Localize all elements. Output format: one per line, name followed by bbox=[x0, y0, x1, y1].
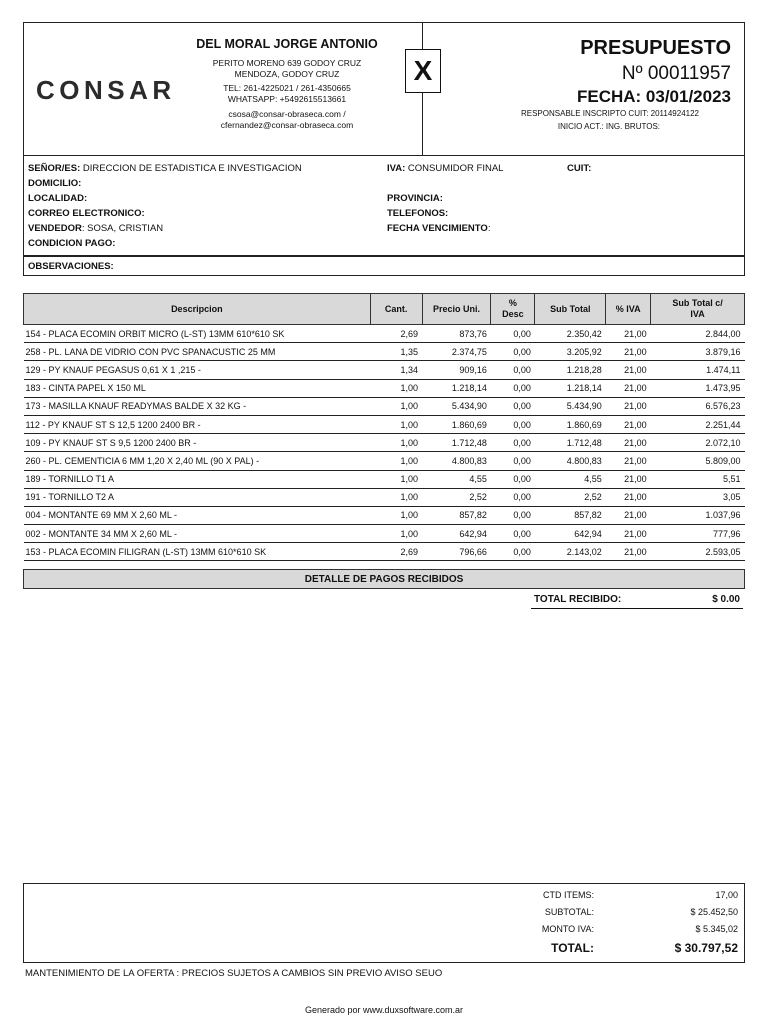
table-row bbox=[24, 452, 745, 470]
item-description-cell: 191 - TORNILLO T2 A bbox=[24, 488, 371, 506]
column-header: % IVA bbox=[606, 294, 651, 325]
item-value-cell: 1,00 bbox=[370, 525, 422, 543]
item-value-cell: 642,94 bbox=[535, 525, 606, 543]
item-value-cell: 21,00 bbox=[606, 379, 651, 397]
item-value-cell: 5.809,00 bbox=[651, 452, 745, 470]
tax-status: RESPONSABLE INSCRIPTO CUIT: 20114924122 bbox=[520, 109, 699, 118]
table-row bbox=[24, 361, 745, 379]
document-number: Nº 00011957 bbox=[621, 63, 731, 84]
items-table bbox=[23, 293, 745, 561]
item-value-cell: 1,35 bbox=[370, 343, 422, 361]
client-seller-field: VENDEDOR: SOSA, CRISTIAN bbox=[28, 223, 164, 234]
column-header: Sub Total c/ IVA bbox=[651, 294, 745, 325]
client-locality-field: LOCALIDAD: bbox=[28, 193, 88, 204]
item-value-cell: 0,00 bbox=[491, 361, 535, 379]
client-payment-condition-field: CONDICION PAGO: bbox=[28, 238, 116, 249]
item-value-cell: 1.473,95 bbox=[651, 379, 745, 397]
item-value-cell: 3.879,16 bbox=[651, 343, 745, 361]
item-value-cell: 0,00 bbox=[491, 452, 535, 470]
item-value-cell: 21,00 bbox=[606, 488, 651, 506]
table-row bbox=[24, 434, 745, 452]
item-value-cell: 21,00 bbox=[606, 543, 651, 561]
item-value-cell: 0,00 bbox=[491, 397, 535, 415]
item-value-cell: 1.860,69 bbox=[535, 415, 606, 433]
table-body bbox=[24, 325, 745, 561]
column-header: Precio Uni. bbox=[422, 294, 491, 325]
item-value-cell: 1.218,28 bbox=[535, 361, 606, 379]
item-value-cell: 21,00 bbox=[606, 434, 651, 452]
iva-amount-label: MONTO IVA: bbox=[541, 924, 594, 934]
generated-by: Generado por www.duxsoftware.com.ar bbox=[304, 1005, 464, 1015]
item-value-cell: 3,05 bbox=[651, 488, 745, 506]
item-value-cell: 1,34 bbox=[370, 361, 422, 379]
item-description-cell: 112 - PY KNAUF ST S 12,5 1200 2400 BR - bbox=[24, 415, 371, 433]
document-header bbox=[23, 22, 745, 156]
item-value-cell: 1,00 bbox=[370, 397, 422, 415]
item-value-cell: 1,00 bbox=[370, 506, 422, 524]
column-header: Descripcion bbox=[24, 294, 371, 325]
item-description-cell: 154 - PLACA ECOMIN ORBIT MICRO (L-ST) 13MM 610*610 SK bbox=[24, 325, 371, 343]
item-value-cell: 1,00 bbox=[370, 452, 422, 470]
item-value-cell: 21,00 bbox=[606, 325, 651, 343]
table-row bbox=[24, 506, 745, 524]
item-value-cell: 873,76 bbox=[422, 325, 491, 343]
item-value-cell: 2,52 bbox=[535, 488, 606, 506]
items-count-value: 17,00 bbox=[715, 890, 738, 900]
item-value-cell: 0,00 bbox=[491, 343, 535, 361]
iva-amount-value: $ 5.345,02 bbox=[695, 924, 738, 934]
item-value-cell: 2.374,75 bbox=[422, 343, 491, 361]
item-value-cell: 0,00 bbox=[491, 434, 535, 452]
item-value-cell: 2.593,05 bbox=[651, 543, 745, 561]
item-value-cell: 1,00 bbox=[370, 415, 422, 433]
subtotal-value: $ 25.452,50 bbox=[690, 907, 738, 917]
item-value-cell: 857,82 bbox=[422, 506, 491, 524]
items-count-label: CTD ITEMS: bbox=[543, 890, 594, 900]
client-iva-field: IVA: CONSUMIDOR FINAL bbox=[387, 163, 504, 174]
item-value-cell: 1,00 bbox=[370, 434, 422, 452]
company-name: DEL MORAL JORGE ANTONIO bbox=[196, 37, 378, 51]
item-value-cell: 2,52 bbox=[422, 488, 491, 506]
item-value-cell: 777,96 bbox=[651, 525, 745, 543]
item-description-cell: 173 - MASILLA KNAUF READYMAS BALDE X 32 KG - bbox=[24, 397, 371, 415]
document-date: FECHA: 03/01/2023 bbox=[576, 87, 731, 106]
company-address: PERITO MORENO 639 GODOY CRUZ bbox=[212, 58, 362, 68]
item-value-cell: 1.474,11 bbox=[651, 361, 745, 379]
item-description-cell: 153 - PLACA ECOMIN FILIGRAN (L-ST) 13MM 610*610 SK bbox=[24, 543, 371, 561]
item-value-cell: 857,82 bbox=[535, 506, 606, 524]
item-value-cell: 21,00 bbox=[606, 506, 651, 524]
item-description-cell: 258 - PL. LANA DE VIDRIO CON PVC SPANACUSTIC 25 MM bbox=[24, 343, 371, 361]
item-description-cell: 189 - TORNILLO T1 A bbox=[24, 470, 371, 488]
table-row bbox=[24, 488, 745, 506]
totals-box bbox=[23, 883, 745, 963]
column-header: Cant. bbox=[370, 294, 422, 325]
item-value-cell: 0,00 bbox=[491, 525, 535, 543]
item-value-cell: 0,00 bbox=[491, 325, 535, 343]
item-value-cell: 21,00 bbox=[606, 343, 651, 361]
client-address-field: DOMICILIO: bbox=[28, 178, 82, 189]
subtotal-label: SUBTOTAL: bbox=[544, 907, 594, 917]
item-value-cell: 2.072,10 bbox=[651, 434, 745, 452]
item-description-cell: 129 - PY KNAUF PEGASUS 0,61 X 1 ,215 - bbox=[24, 361, 371, 379]
column-header: % Desc bbox=[491, 294, 535, 325]
item-value-cell: 5.434,90 bbox=[422, 397, 491, 415]
item-value-cell: 1.860,69 bbox=[422, 415, 491, 433]
item-value-cell: 642,94 bbox=[422, 525, 491, 543]
item-description-cell: 004 - MONTANTE 69 MM X 2,60 ML - bbox=[24, 506, 371, 524]
item-value-cell: 5.434,90 bbox=[535, 397, 606, 415]
payments-header: DETALLE DE PAGOS RECIBIDOS bbox=[23, 569, 745, 589]
item-value-cell: 1.037,96 bbox=[651, 506, 745, 524]
company-email-1: csosa@consar-obraseca.com / bbox=[228, 109, 346, 119]
item-value-cell: 1.712,48 bbox=[535, 434, 606, 452]
item-value-cell: 2,69 bbox=[370, 325, 422, 343]
item-value-cell: 1.712,48 bbox=[422, 434, 491, 452]
item-value-cell: 4,55 bbox=[535, 470, 606, 488]
item-value-cell: 0,00 bbox=[491, 415, 535, 433]
item-value-cell: 1,00 bbox=[370, 488, 422, 506]
item-value-cell: 1.218,14 bbox=[422, 379, 491, 397]
invoice-letter-box: X bbox=[405, 49, 441, 93]
company-email-2: cfernandez@consar-obraseca.com bbox=[220, 120, 354, 130]
payments-total-label: TOTAL RECIBIDO: bbox=[534, 594, 622, 605]
column-header: Sub Total bbox=[535, 294, 606, 325]
activity-info: INICIO ACT.: ING. BRUTOS: bbox=[557, 122, 660, 131]
client-due-date-field: FECHA VENCIMIENTO: bbox=[387, 223, 491, 234]
document-title: PRESUPUESTO bbox=[580, 37, 731, 59]
offer-note: MANTENIMIENTO DE LA OFERTA : PRECIOS SUJETOS A CAMBIOS SIN PREVIO AVISO SEUO bbox=[25, 968, 443, 979]
client-cuit-field: CUIT: bbox=[567, 163, 592, 174]
table-row bbox=[24, 525, 745, 543]
item-value-cell: 21,00 bbox=[606, 361, 651, 379]
item-value-cell: 1,00 bbox=[370, 379, 422, 397]
item-value-cell: 5,51 bbox=[651, 470, 745, 488]
item-description-cell: 109 - PY KNAUF ST S 9,5 1200 2400 BR - bbox=[24, 434, 371, 452]
item-value-cell: 1.218,14 bbox=[535, 379, 606, 397]
client-email-field: CORREO ELECTRONICO: bbox=[28, 208, 145, 219]
item-value-cell: 2.143,02 bbox=[535, 543, 606, 561]
item-description-cell: 002 - MONTANTE 34 MM X 2,60 ML - bbox=[24, 525, 371, 543]
client-name-field: SEÑOR/ES: DIRECCION DE ESTADISTICA E INVESTIGACION bbox=[28, 163, 302, 174]
item-value-cell: 4,55 bbox=[422, 470, 491, 488]
observations-field: OBSERVACIONES: bbox=[23, 256, 745, 276]
item-value-cell: 909,16 bbox=[422, 361, 491, 379]
item-value-cell: 0,00 bbox=[491, 379, 535, 397]
table-row bbox=[24, 343, 745, 361]
item-value-cell: 6.576,23 bbox=[651, 397, 745, 415]
client-province-field: PROVINCIA: bbox=[387, 193, 443, 204]
table-row bbox=[24, 397, 745, 415]
payments-total-value: $ 0.00 bbox=[712, 594, 740, 605]
grand-total-label: TOTAL: bbox=[551, 941, 594, 955]
item-value-cell: 21,00 bbox=[606, 452, 651, 470]
company-phone: TEL: 261-4225021 / 261-4350665 bbox=[223, 83, 351, 93]
item-value-cell: 0,00 bbox=[491, 470, 535, 488]
item-description-cell: 183 - CINTA PAPEL X 150 ML bbox=[24, 379, 371, 397]
item-value-cell: 0,00 bbox=[491, 488, 535, 506]
item-value-cell: 21,00 bbox=[606, 525, 651, 543]
client-info bbox=[23, 156, 745, 256]
item-value-cell: 2.251,44 bbox=[651, 415, 745, 433]
company-city: MENDOZA, GODOY CRUZ bbox=[234, 69, 340, 79]
item-value-cell: 21,00 bbox=[606, 397, 651, 415]
table-header-row bbox=[24, 294, 745, 325]
item-value-cell: 2.844,00 bbox=[651, 325, 745, 343]
grand-total-value: $ 30.797,52 bbox=[674, 941, 738, 955]
payments-total bbox=[531, 591, 743, 609]
company-logo: CONSAR bbox=[36, 75, 176, 105]
company-whatsapp: WHATSAPP: +5492615513661 bbox=[227, 94, 347, 104]
item-value-cell: 0,00 bbox=[491, 543, 535, 561]
item-value-cell: 2.350,42 bbox=[535, 325, 606, 343]
company-info bbox=[194, 37, 380, 131]
item-value-cell: 1,00 bbox=[370, 470, 422, 488]
item-value-cell: 21,00 bbox=[606, 415, 651, 433]
item-value-cell: 21,00 bbox=[606, 470, 651, 488]
table-row bbox=[24, 325, 745, 343]
item-value-cell: 4.800,83 bbox=[535, 452, 606, 470]
item-value-cell: 0,00 bbox=[491, 506, 535, 524]
table-row bbox=[24, 415, 745, 433]
item-value-cell: 796,66 bbox=[422, 543, 491, 561]
table-row bbox=[24, 543, 745, 561]
table-row bbox=[24, 470, 745, 488]
item-value-cell: 4.800,83 bbox=[422, 452, 491, 470]
item-value-cell: 3.205,92 bbox=[535, 343, 606, 361]
item-value-cell: 2,69 bbox=[370, 543, 422, 561]
table-row bbox=[24, 379, 745, 397]
item-description-cell: 260 - PL. CEMENTICIA 6 MM 1,20 X 2,40 ML (90 X PAL) - bbox=[24, 452, 371, 470]
client-phones-field: TELEFONOS: bbox=[387, 208, 449, 219]
